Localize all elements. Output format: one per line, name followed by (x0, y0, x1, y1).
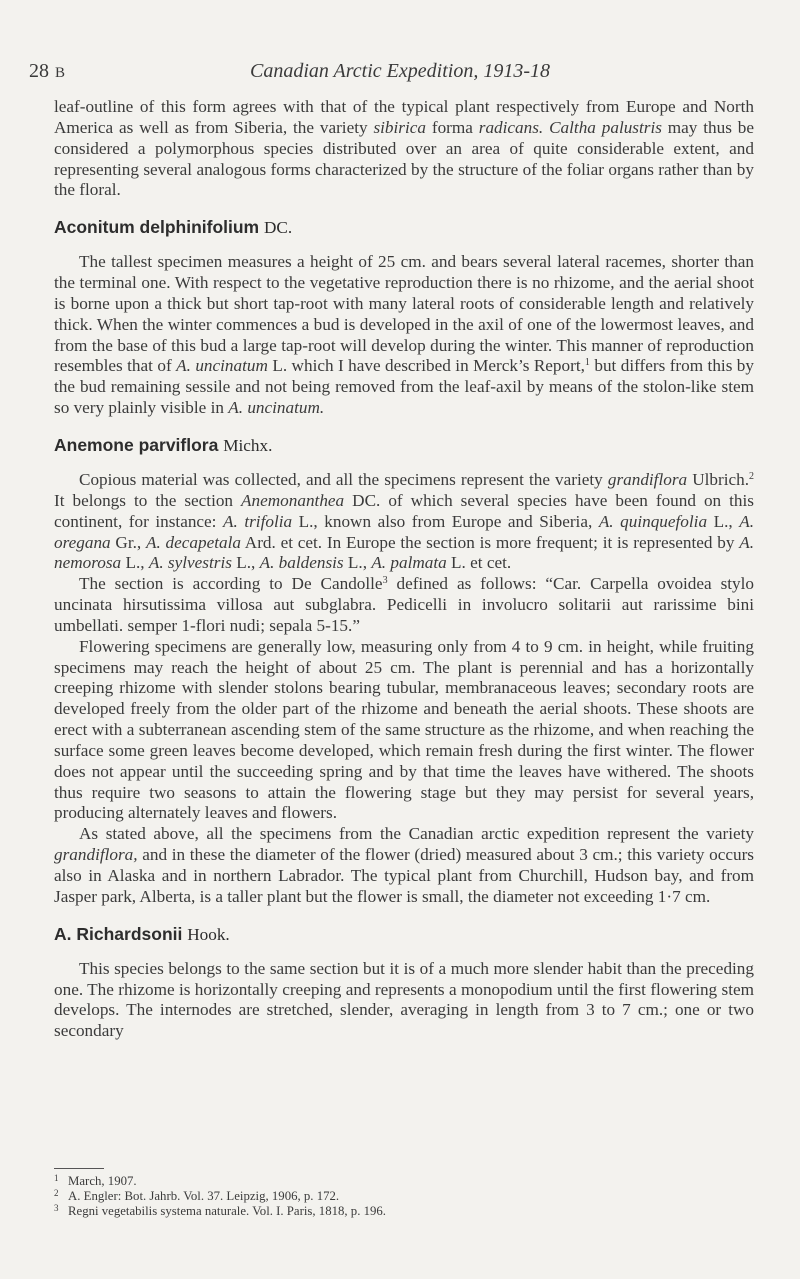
footnote-rule (54, 1168, 104, 1169)
footnote: 3 Regni vegetabilis systema naturale. Vol. I. Paris, 1818, p. 196. (54, 1203, 386, 1218)
footnote: 1 March, 1907. (54, 1173, 137, 1188)
article-body (54, 97, 754, 1042)
anemone-paragraph-4: As stated above, all the specimens from the Canadian arctic expedition represent the variety grandiflora, and in these the diameter of the flower (dried) measured about 3 cm.; this variety occurs also in Alaska and in northern Labrador. The typical plant from Churchill, Hudson bay, and from Jasper park, Alberta, is a taller plant but the flower is small, the diameter not exceeding 1·7 cm. (54, 824, 754, 906)
richardsonii-paragraph: This species belongs to the same section but it is of a much more slender habit than the preceding one. The rhizome is horizontally creeping and represents a monopodium until the first flowering stem develops. The internodes are stretched, slender, averaging in length from 3 to 7 cm.; one or two secondary (54, 958, 754, 1041)
anemone-paragraph-2: The section is according to De Candolle$^3$ defined as follows: “Car. Carpella ovoidea stylo uncinata hirsutissima villosa aut subglabra. Pedicelli in involucro solitarii aut rarissime bini umbellati. semper 1-flori nudi; sepala 5-15.” (54, 574, 755, 635)
anemone-paragraph-1: Copious material was collected, and all the specimens represent the variety grandiflora Ulbrich.$^2$ It belongs to the section Anemonanthea DC. of which several species have been found on this continent, for instance: A. trifolia L., known also from Europe and Siberia, A. quinquefolia L., A. oregana Gr., A. decapetala Ard. et cet. In Europe the section is more frequent; it is represented by A. nemorosa L., A. sylvestris L., A. baldensis L., A. palmata L. et cet. (54, 469, 755, 573)
footnote-ref-2: 2 (749, 470, 754, 482)
footnote-ref-3: 3 (382, 575, 388, 587)
heading-anemone-parviflora: Anemone parviflora Michx. (54, 434, 273, 455)
aconitum-paragraph: The tallest specimen measures a height of 25 cm. and bears several lateral racemes, shorter than the terminal one. With respect to the vegetative reproduction there is no rhizome, and the aerial shoot is borne upon a thick but short tap-root with many lateral roots of considerable length and relatively thick. When the winter commences a bud is developed in the axil of one of the lowermost leaves, and from the base of this bud a large tap-root will develop during the winter. This manner of reproduction resembles that of A. uncinatum L. which I have described in Merck’s Report,$^1$ but differs from this by the bud remaining sessile and not being removed from the leaf-axil by means of the stolon-like stem so very plainly visible in A. uncinatum. (54, 252, 754, 418)
footnotes (54, 1174, 754, 1219)
page-number: 28 B (29, 60, 66, 82)
running-head (29, 60, 771, 86)
footnote-ref-1: 1 (584, 357, 590, 369)
heading-aconitum: Aconitum delphinifolium DC. (54, 217, 293, 238)
intro-paragraph: leaf-outline of this form agrees with that of the typical plant respectively from Europe and North America as well as from Siberia, the variety sibirica forma radicans. Caltha palustris may thus be considered a polymorphous species distributed over an area of quite considerable extent, and representing several analogous forms characterized by the structure of the foliar organs rather than by the floral. (54, 97, 755, 200)
anemone-paragraph-3: Flowering specimens are generally low, measuring only from 4 to 9 cm. in height, while fruiting specimens may reach the height of about 25 cm. The plant is perennial and has a horizontally creeping rhizome with slender stolons bearing tubular, membranaceous leaves; secondary roots are developed freely from the older part of the rhizome and beneath the aerial shoots. These shoots are erect with a subterranean ascending stem of the same structure as the rhizome, and when reaching the surface some green leaves become developed, which remain fresh during the first winter. The flower does not appear until the succeeding spring and by that time the leaves have withered. The shoots thus require two seasons to attain the flowering stage but they may persist for several years, producing alternately leaves and flowers. (54, 636, 754, 823)
running-title: Canadian Arctic Expedition, 1913-18 (250, 60, 550, 82)
heading-anemone-richardsonii: A. Richardsonii Hook. (54, 923, 230, 944)
footnote: 2 A. Engler: Bot. Jahrb. Vol. 37. Leipzig, 1906, p. 172. (54, 1188, 340, 1203)
